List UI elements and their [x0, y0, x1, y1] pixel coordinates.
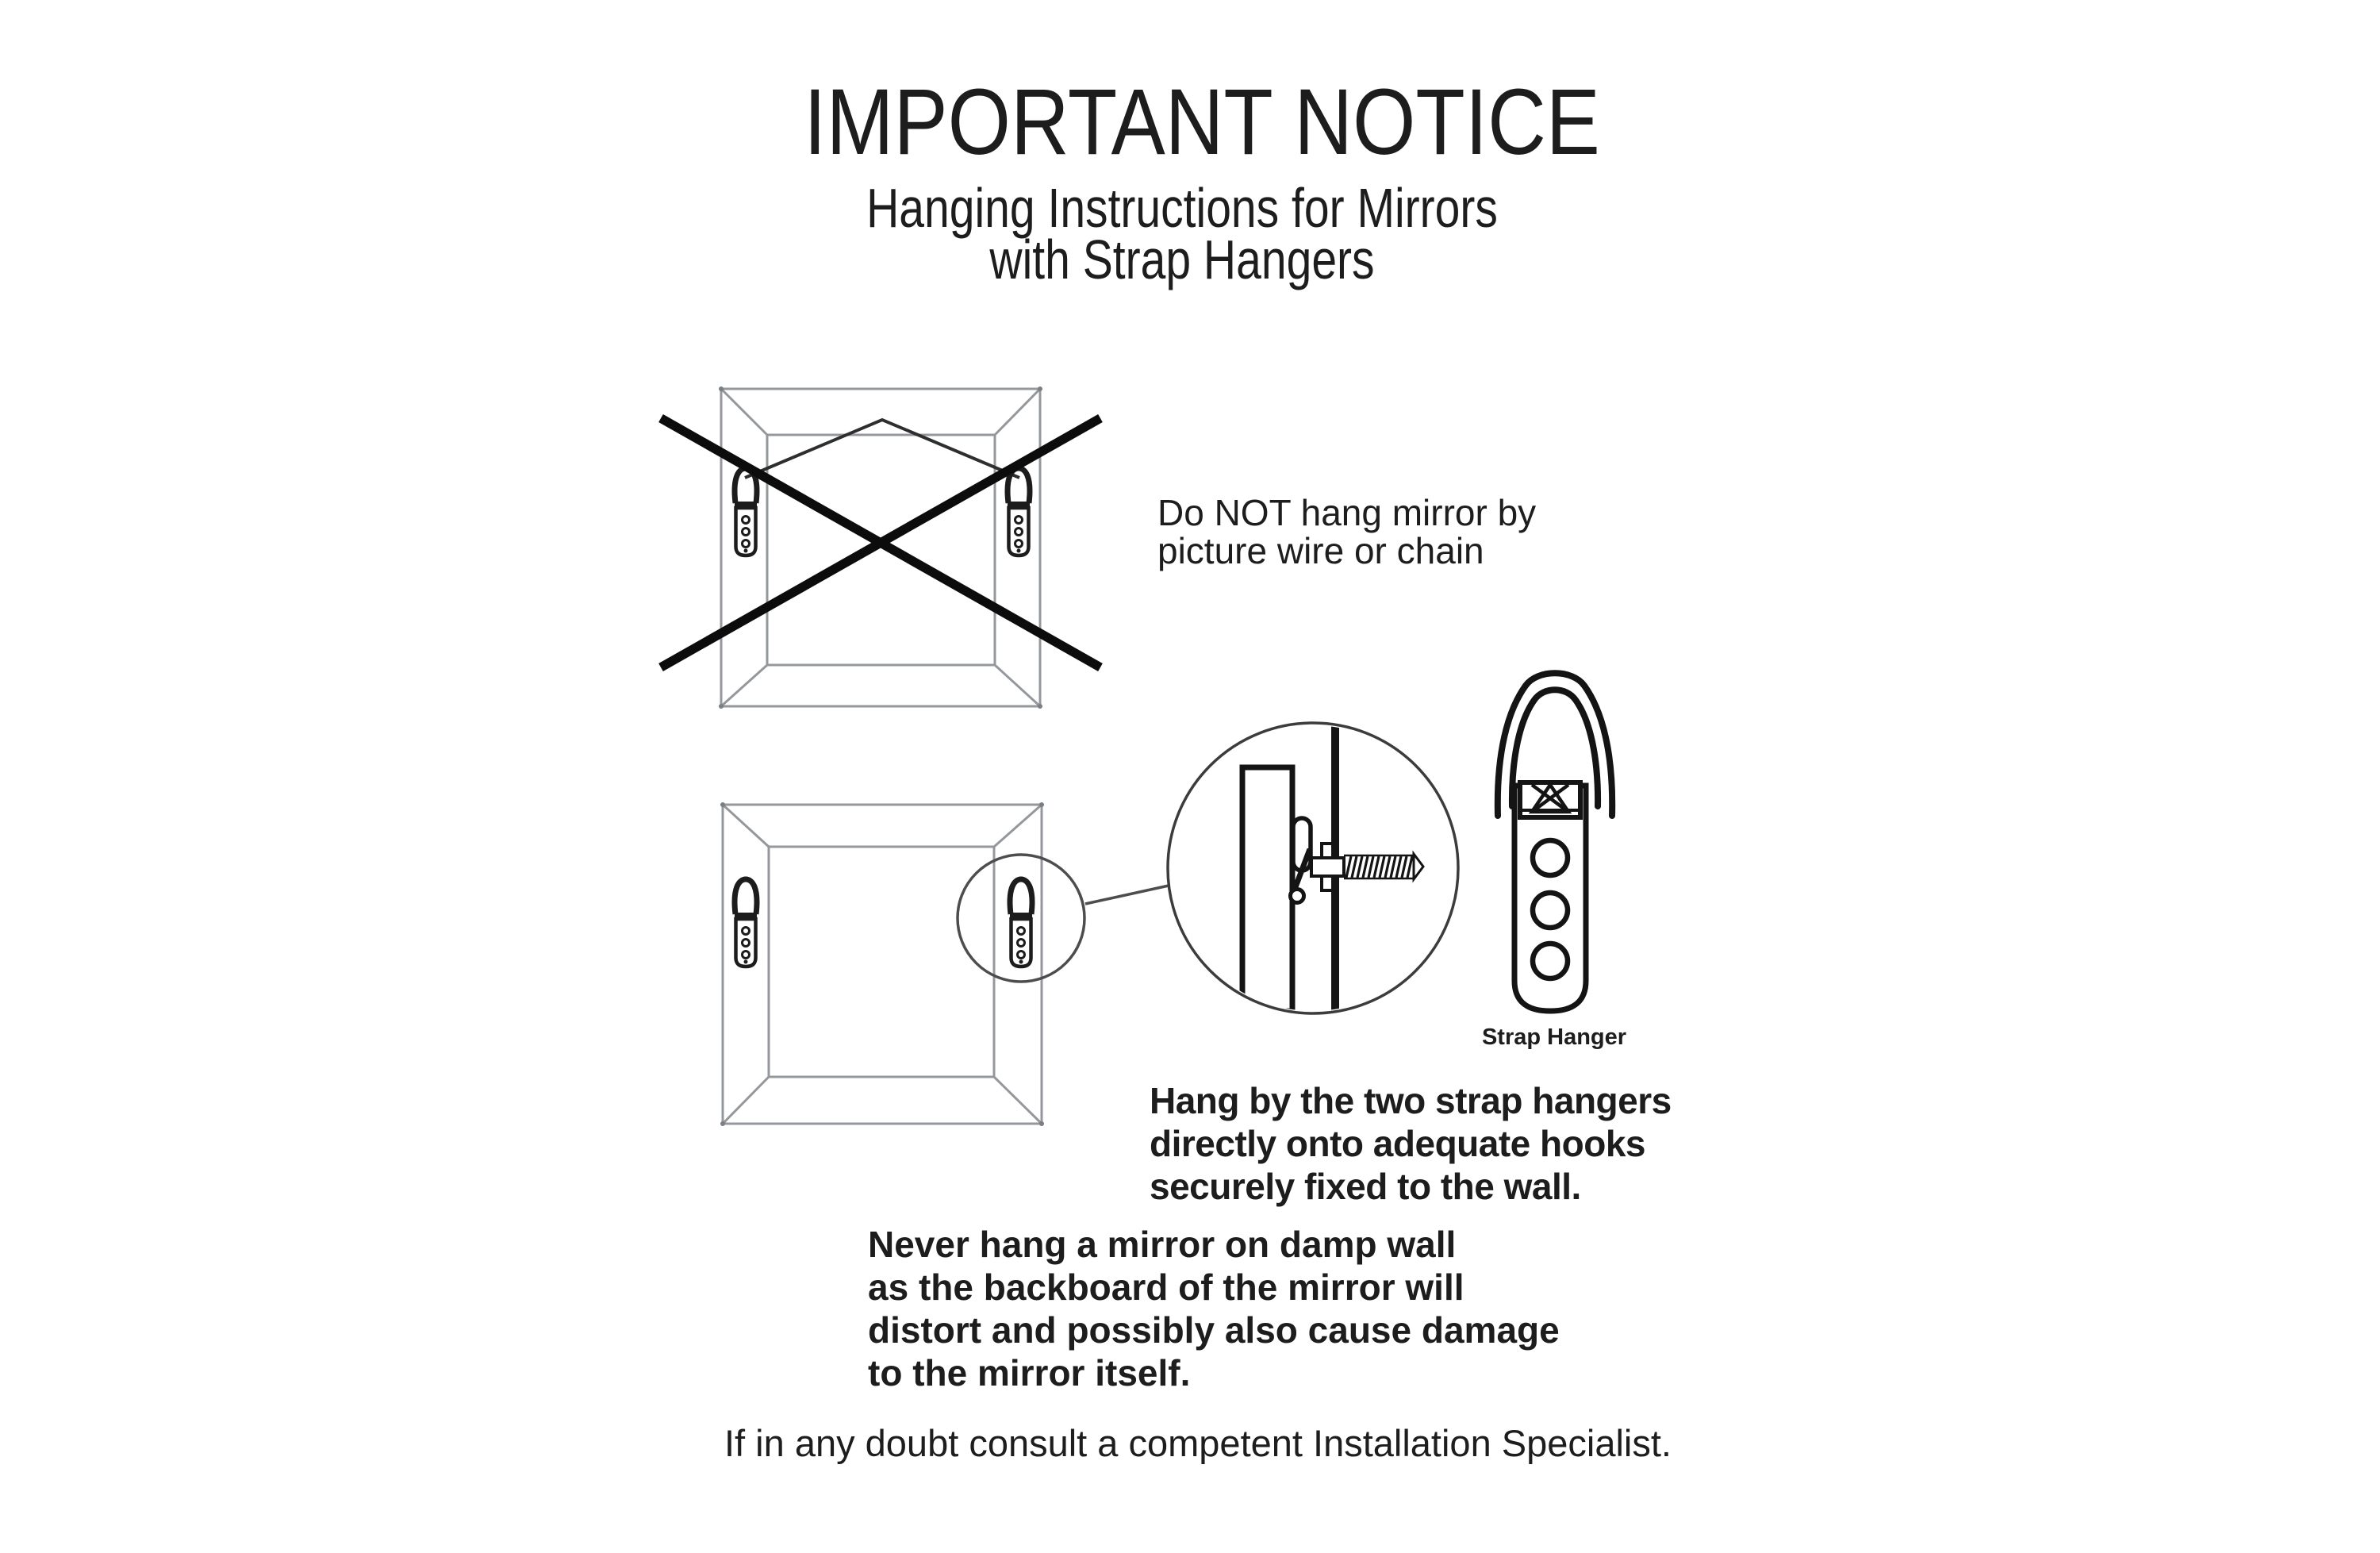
magnifier-connector-line — [1085, 886, 1169, 904]
subtitle-line: with Strap Hangers — [989, 229, 1375, 290]
warning-line: Do NOT hang mirror by — [1157, 492, 1537, 533]
page-title: IMPORTANT NOTICE — [804, 70, 1600, 175]
picture-wire — [745, 420, 1019, 478]
hang-by-instruction — [1150, 1079, 1672, 1208]
mirror-frame-back — [723, 805, 1042, 1124]
warning-line: to the mirror itself. — [868, 1352, 1191, 1393]
strap-hanger-small — [735, 879, 757, 967]
wall-fixing-detail — [1168, 721, 1458, 1016]
instruction-line: securely fixed to the wall. — [1150, 1166, 1581, 1207]
instruction-line: directly onto adequate hooks — [1150, 1123, 1645, 1164]
damp-wall-warning — [868, 1223, 1560, 1394]
warning-line: distort and possibly also cause damage — [868, 1309, 1560, 1351]
warning-line: Never hang a mirror on damp wall — [868, 1224, 1457, 1265]
strap-hanger-small — [1010, 879, 1032, 967]
do-not-warning — [1157, 494, 1536, 570]
strap-hanger-mirror-diagram — [694, 655, 1646, 1135]
page-subtitle — [866, 177, 1498, 290]
frame-cross-section — [1242, 767, 1292, 1011]
footer-advice: If in any doubt consult a competent Installation Specialist. — [724, 1422, 1672, 1464]
subtitle-line: Hanging Instructions for Mirrors — [866, 177, 1498, 239]
warning-line: picture wire or chain — [1157, 530, 1484, 571]
strap-hanger-small — [735, 468, 757, 555]
strap-hanger-caption: Strap Hanger — [1481, 1024, 1627, 1050]
prohibition-cross — [661, 418, 1100, 667]
strap-hanger-illustration — [1498, 673, 1612, 1011]
warning-line: as the backboard of the mirror will — [868, 1267, 1464, 1308]
instruction-line: Hang by the two strap hangers — [1150, 1080, 1672, 1121]
strap-hanger-small — [1008, 468, 1030, 555]
